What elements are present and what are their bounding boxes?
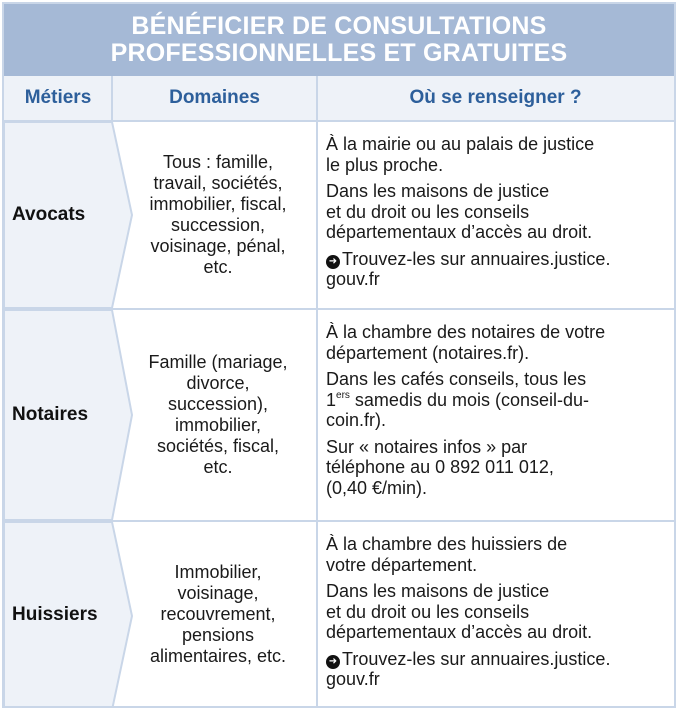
domaine-line: Tous : famille, <box>162 152 274 172</box>
domaine-line: succession, <box>170 215 266 235</box>
domaine-line: voisinage, pénal, <box>150 236 286 256</box>
info-huissiers <box>326 534 671 696</box>
info-paragraph <box>326 581 671 643</box>
domaine-line: alimentaires, etc. <box>149 646 287 666</box>
header-domaines: Domaines <box>169 87 260 108</box>
info-line: et du droit ou les conseils <box>326 601 530 622</box>
arrow-circle-icon: ➜ <box>326 655 340 669</box>
info-line: votre département. <box>326 554 478 575</box>
domaines-avocats <box>126 152 310 278</box>
info-line: Dans les maisons de justice <box>326 581 550 601</box>
domaine-line: sociétés, fiscal, <box>156 436 280 456</box>
arrow-circle-icon: ➜ <box>326 255 340 269</box>
info-paragraph <box>326 649 671 690</box>
info-line: Sur « notaires infos » par <box>326 436 528 457</box>
info-avocats <box>326 134 671 296</box>
header-divider-1 <box>111 76 113 120</box>
info-line: et du droit ou les conseils <box>326 201 530 222</box>
metier-huissiers: Huissiers <box>12 604 98 625</box>
domaine-line: etc. <box>203 257 233 277</box>
domaine-line: divorce, <box>186 373 250 393</box>
info-paragraph <box>326 369 671 431</box>
header-renseigner: Où se renseigner ? <box>409 87 582 108</box>
info-paragraph <box>326 534 671 575</box>
domaine-line: succession), <box>167 394 269 414</box>
info-ordinal-suffix: ers <box>336 389 350 401</box>
info-line: À la chambre des notaires de votre <box>326 322 606 342</box>
info-paragraph <box>326 181 671 243</box>
info-paragraph <box>326 249 671 290</box>
table-title <box>4 4 674 76</box>
table-row-huissiers <box>4 522 674 708</box>
domaine-line: immobilier, <box>174 415 262 435</box>
info-line: samedis du mois (conseil-du- <box>349 389 590 410</box>
info-line: Trouvez-les sur annuaires.justice. <box>342 648 611 669</box>
info-line: le plus proche. <box>326 154 444 175</box>
info-line: À la chambre des huissiers de <box>326 534 568 554</box>
info-line: gouv.fr <box>326 269 380 289</box>
table-row-notaires <box>4 310 674 520</box>
domaine-line: Famille (mariage, <box>148 352 288 372</box>
domaine-line: pensions <box>181 625 255 645</box>
info-line: département (notaires.fr). <box>326 342 530 363</box>
info-line: À la mairie ou au palais de justice <box>326 134 595 154</box>
consultation-table-card <box>2 2 676 708</box>
info-line: Dans les maisons de justice <box>326 181 550 201</box>
info-line: (0,40 €/min). <box>326 477 428 498</box>
metier-notaires: Notaires <box>12 404 89 425</box>
info-line: gouv.fr <box>326 669 380 689</box>
domaine-line: etc. <box>203 457 233 477</box>
domaine-line: recouvrement, <box>160 604 276 624</box>
domaines-notaires <box>126 352 310 478</box>
domaine-line: Immobilier, <box>174 562 262 582</box>
info-notaires <box>326 322 671 504</box>
domaine-line: travail, sociétés, <box>153 173 283 193</box>
info-paragraph <box>326 322 671 363</box>
table-row-avocats <box>4 122 674 308</box>
info-line: départementaux d’accès au droit. <box>326 222 593 242</box>
metier-avocats: Avocats <box>12 204 86 225</box>
info-line: Dans les cafés conseils, tous les <box>326 369 587 389</box>
title-line-1: BÉNÉFICIER DE CONSULTATIONS <box>131 12 547 40</box>
info-paragraph <box>326 437 671 499</box>
info-line: départementaux d’accès au droit. <box>326 622 593 642</box>
title-line-2: PROFESSIONNELLES ET GRATUITES <box>110 39 568 67</box>
column-header-row <box>4 76 674 122</box>
info-line: Trouvez-les sur annuaires.justice. <box>342 248 611 269</box>
domaine-line: immobilier, fiscal, <box>149 194 287 214</box>
info-line: téléphone au 0 892 011 012, <box>326 457 554 477</box>
domaines-huissiers <box>126 562 310 667</box>
domaine-line: voisinage, <box>177 583 259 603</box>
header-metiers: Métiers <box>24 87 92 108</box>
info-ordinal: 1 <box>326 389 337 410</box>
info-line: coin.fr). <box>326 410 387 430</box>
info-paragraph <box>326 134 671 175</box>
